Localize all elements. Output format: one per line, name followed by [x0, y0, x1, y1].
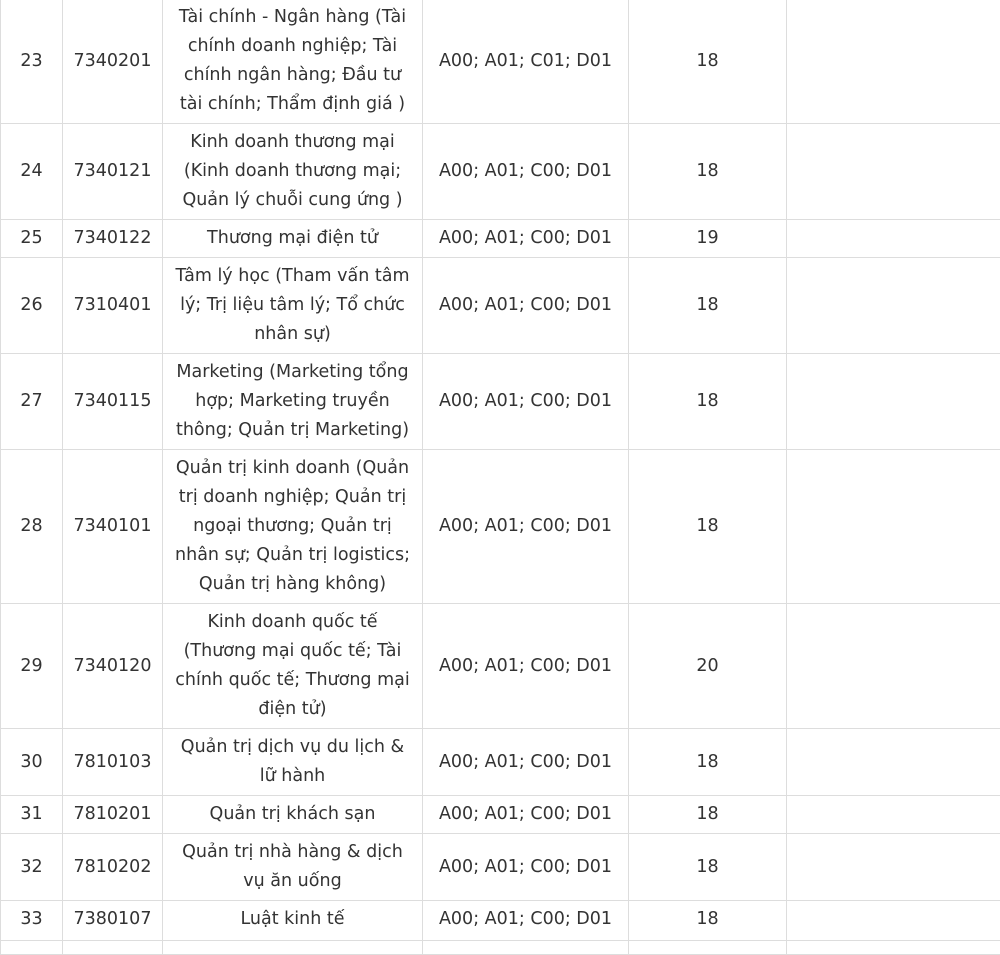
row-number-cell: 23: [1, 0, 63, 124]
major-name-cell: Quản trị nhà hàng & dịch vụ ăn uống: [163, 834, 423, 901]
row-number-cell: 27: [1, 354, 63, 450]
subject-combination-cell: A00; A01; C00; D01: [423, 258, 629, 354]
major-name-cell: Quản trị khách sạn: [163, 796, 423, 834]
note-cell: [787, 124, 1000, 220]
note-cell: [787, 220, 1000, 258]
cutoff-score-cell: 18: [629, 796, 787, 834]
table-row: [1, 901, 1000, 941]
cutoff-score-cell: 19: [629, 220, 787, 258]
major-code-cell: 7340122: [63, 220, 163, 258]
table-row-partial: [1, 941, 1000, 955]
table-row: [1, 258, 1000, 354]
subject-combination-cell: A00; A01; C00; D01: [423, 901, 629, 941]
cutoff-score-cell: 18: [629, 258, 787, 354]
table-row: [1, 124, 1000, 220]
row-number-cell: 24: [1, 124, 63, 220]
major-name-cell: Kinh doanh thương mại (Kinh doanh thương mại; Quản lý chuỗi cung ứng ): [163, 124, 423, 220]
cutoff-score-cell: 18: [629, 834, 787, 901]
major-name-cell: Tài chính - Ngân hàng (Tài chính doanh nghiệp; Tài chính ngân hàng; Đầu tư tài chính; Thẩm định giá ): [163, 0, 423, 124]
major-name-cell: Thương mại điện tử: [163, 220, 423, 258]
major-code-cell: 7810202: [63, 834, 163, 901]
major-name-cell: Marketing (Marketing tổng hợp; Marketing truyền thông; Quản trị Marketing): [163, 354, 423, 450]
major-name-cell: Luật kinh tế: [163, 901, 423, 941]
major-name-cell: Quản trị dịch vụ du lịch & lữ hành: [163, 729, 423, 796]
note-cell: [787, 901, 1000, 941]
row-number-cell: 30: [1, 729, 63, 796]
major-name-cell: Kinh doanh quốc tế (Thương mại quốc tế; Tài chính quốc tế; Thương mại điện tử): [163, 604, 423, 729]
row-number-cell: 28: [1, 450, 63, 604]
table-row: [1, 796, 1000, 834]
major-name-cell: Quản trị kinh doanh (Quản trị doanh nghiệp; Quản trị ngoại thương; Quản trị nhân sự; Quản trị logistics; Quản trị hàng không): [163, 450, 423, 604]
note-cell: [787, 729, 1000, 796]
cutoff-score-cell: 18: [629, 354, 787, 450]
subject-combination-cell: A00; A01; C00; D01: [423, 796, 629, 834]
note-cell: [787, 0, 1000, 124]
subject-combination-cell: A00; A01; C00; D01: [423, 450, 629, 604]
row-number-cell: 32: [1, 834, 63, 901]
note-cell: [787, 604, 1000, 729]
major-code-cell: 7380107: [63, 901, 163, 941]
cutoff-score-cell: 20: [629, 604, 787, 729]
row-number-cell: 29: [1, 604, 63, 729]
table-row: [1, 0, 1000, 124]
row-number-cell: 25: [1, 220, 63, 258]
subject-combination-cell: A00; A01; C01; D01: [423, 0, 629, 124]
note-cell: [787, 450, 1000, 604]
cutoff-score-cell: 18: [629, 0, 787, 124]
note-cell: [787, 354, 1000, 450]
row-number-cell: 31: [1, 796, 63, 834]
table-row: [1, 354, 1000, 450]
major-code-cell: 7310401: [63, 258, 163, 354]
note-cell: [787, 796, 1000, 834]
subject-combination-cell: A00; A01; C00; D01: [423, 124, 629, 220]
subject-combination-cell: A00; A01; C00; D01: [423, 604, 629, 729]
table-row: [1, 834, 1000, 901]
table-row: [1, 450, 1000, 604]
major-code-cell: 7340121: [63, 124, 163, 220]
cutoff-score-cell: 18: [629, 450, 787, 604]
major-code-cell: 7810103: [63, 729, 163, 796]
table-row: [1, 604, 1000, 729]
subject-combination-cell: A00; A01; C00; D01: [423, 834, 629, 901]
subject-combination-cell: A00; A01; C00; D01: [423, 729, 629, 796]
cutoff-score-cell: 18: [629, 729, 787, 796]
row-number-cell: 33: [1, 901, 63, 941]
note-cell: [787, 258, 1000, 354]
major-code-cell: 7340201: [63, 0, 163, 124]
major-code-cell: 7810201: [63, 796, 163, 834]
table-row: [1, 729, 1000, 796]
table-row: [1, 220, 1000, 258]
subject-combination-cell: A00; A01; C00; D01: [423, 220, 629, 258]
major-code-cell: 7340120: [63, 604, 163, 729]
major-code-cell: 7340101: [63, 450, 163, 604]
major-code-cell: 7340115: [63, 354, 163, 450]
row-number-cell: 26: [1, 258, 63, 354]
cutoff-score-cell: 18: [629, 901, 787, 941]
cutoff-score-cell: 18: [629, 124, 787, 220]
major-name-cell: Tâm lý học (Tham vấn tâm lý; Trị liệu tâm lý; Tổ chức nhân sự): [163, 258, 423, 354]
note-cell: [787, 834, 1000, 901]
subject-combination-cell: A00; A01; C00; D01: [423, 354, 629, 450]
